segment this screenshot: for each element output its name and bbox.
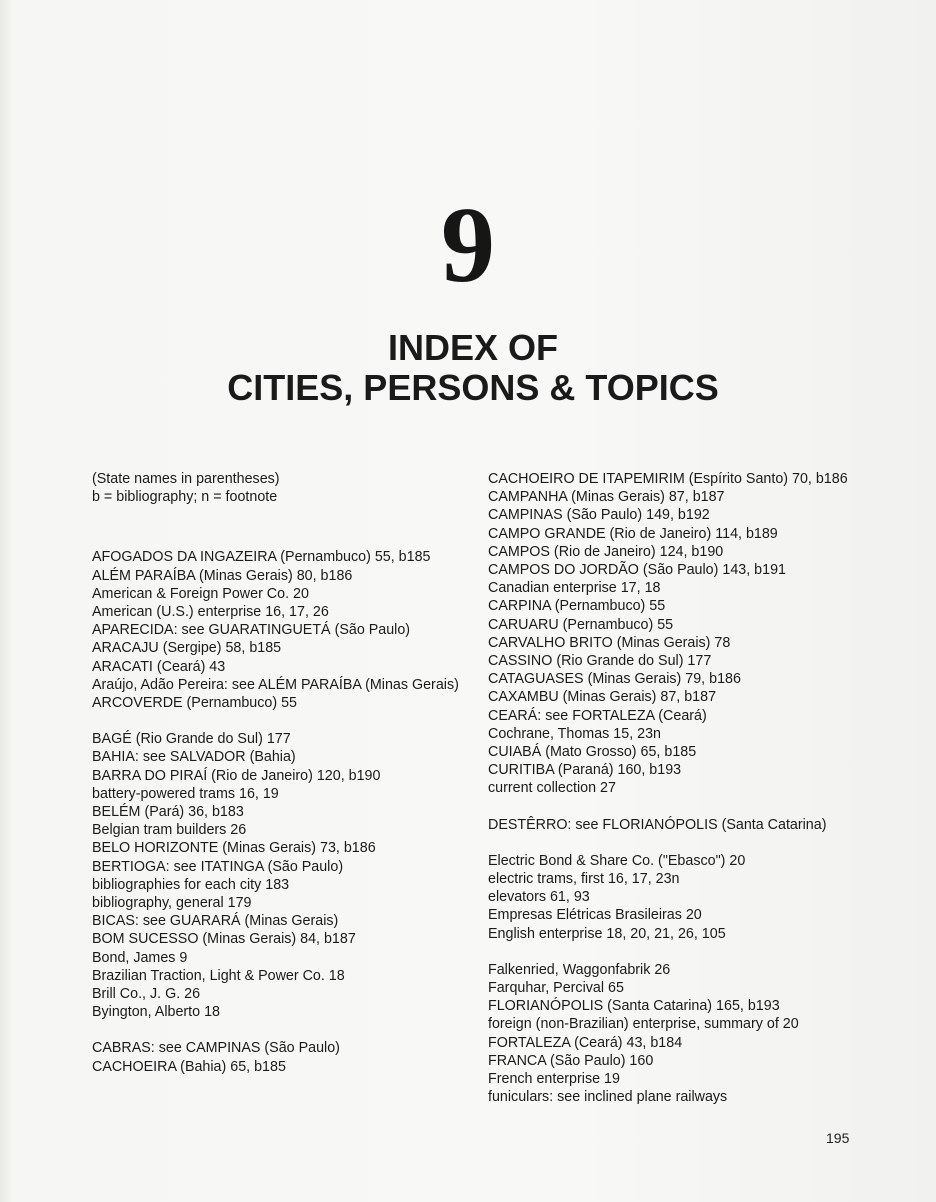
index-entry: funiculars: see inclined plane railways	[488, 1089, 728, 1106]
index-entry: BICAS: see GUARARÁ (Minas Gerais)	[92, 913, 339, 930]
group-separator	[488, 834, 908, 852]
page-title-line-1: INDEX OF	[387, 327, 558, 368]
index-entry: BERTIOGA: see ITATINGA (São Paulo)	[92, 858, 344, 875]
index-entry: Araújo, Adão Pereira: see ALÉM PARAÍBA (Minas Gerais)	[92, 676, 459, 693]
index-letter-group	[488, 852, 908, 943]
index-entry: Falkenried, Waggonfabrik 26	[488, 961, 671, 978]
index-entry: BARRA DO PIRAÍ (Rio de Janeiro) 120, b190	[92, 767, 381, 784]
group-separator	[488, 943, 908, 961]
index-entry: ARACATI (Ceará) 43	[92, 658, 226, 675]
index-entry: Byington, Alberto 18	[92, 1004, 220, 1021]
page-number: 195	[826, 1130, 850, 1146]
index-entry: elevators 61, 93	[488, 889, 590, 906]
index-groups-left	[92, 548, 462, 1075]
index-entry: BOM SUCESSO (Minas Gerais) 84, b187	[92, 931, 356, 948]
index-entry: CARVALHO BRITO (Minas Gerais) 78	[488, 634, 731, 651]
index-entry: CAMPOS (Rio de Janeiro) 124, b190	[488, 543, 724, 560]
index-entry: ARCOVERDE (Pernambuco) 55	[92, 695, 297, 712]
index-letter-group	[92, 548, 462, 712]
index-letter-group	[488, 961, 908, 1107]
index-entry: CABRAS: see CAMPINAS (São Paulo)	[92, 1040, 340, 1057]
index-entry: FRANCA (São Paulo) 160	[488, 1052, 654, 1069]
index-entry: Electric Bond & Share Co. ("Ebasco") 20	[488, 852, 746, 869]
index-entry: current collection 27	[488, 780, 616, 797]
index-entry: FLORIANÓPOLIS (Santa Catarina) 165, b193	[488, 998, 780, 1015]
index-entry: foreign (non-Brazilian) enterprise, summary of 20	[488, 1016, 799, 1033]
index-entry: CARUARU (Pernambuco) 55	[488, 616, 674, 633]
index-letter-group	[92, 730, 462, 1021]
index-entry: American (U.S.) enterprise 16, 17, 26	[92, 604, 329, 621]
index-entry: DESTÊRRO: see FLORIANÓPOLIS (Santa Catarina)	[488, 816, 827, 833]
index-entry: Belgian tram builders 26	[92, 822, 247, 839]
group-separator	[488, 798, 908, 816]
index-entry: CACHOEIRA (Bahia) 65, b185	[92, 1058, 286, 1075]
index-entry: CAMPANHA (Minas Gerais) 87, b187	[488, 489, 725, 506]
page-title-line-2: CITIES, PERSONS & TOPICS	[227, 367, 719, 408]
index-column-right	[488, 470, 908, 1107]
index-entry: CAXAMBU (Minas Gerais) 87, b187	[488, 689, 717, 706]
index-entry: Farquhar, Percival 65	[488, 980, 624, 997]
index-entry: BAHIA: see SALVADOR (Bahia)	[92, 749, 296, 766]
index-entry: bibliographies for each city 183	[92, 876, 290, 893]
index-entry: Brazilian Traction, Light & Power Co. 18	[92, 967, 345, 984]
index-entry: Empresas Elétricas Brasileiras 20	[488, 907, 702, 924]
index-entry: BAGÉ (Rio Grande do Sul) 177	[92, 731, 291, 748]
index-entry: AFOGADOS DA INGAZEIRA (Pernambuco) 55, b185	[92, 549, 431, 566]
index-entry: CURITIBA (Paraná) 160, b193	[488, 762, 682, 779]
index-entry: CAMPOS DO JORDÃO (São Paulo) 143, b191	[488, 562, 786, 579]
index-entry: BELÉM (Pará) 36, b183	[92, 804, 244, 821]
index-letter-group	[92, 1039, 462, 1075]
index-notes	[92, 470, 462, 506]
index-entry: CUIABÁ (Mato Grosso) 65, b185	[488, 744, 697, 761]
index-entry: CATAGUASES (Minas Gerais) 79, b186	[488, 671, 741, 688]
note-line: b = bibliography; n = footnote	[92, 489, 278, 506]
index-entry: Canadian enterprise 17, 18	[488, 580, 661, 597]
index-entry: Brill Co., J. G. 26	[92, 986, 201, 1003]
index-groups-right	[488, 470, 908, 1107]
index-letter-group	[488, 470, 908, 798]
index-entry: English enterprise 18, 20, 21, 26, 105	[488, 925, 726, 942]
group-separator	[92, 1021, 462, 1039]
index-entry: Cochrane, Thomas 15, 23n	[488, 725, 661, 742]
index-entry: FORTALEZA (Ceará) 43, b184	[488, 1034, 683, 1051]
index-letter-group	[488, 816, 908, 834]
index-entry: Bond, James 9	[92, 949, 188, 966]
chapter-number: 9	[441, 186, 495, 305]
index-entry: CEARÁ: see FORTALEZA (Ceará)	[488, 707, 707, 724]
index-entry: CACHOEIRO DE ITAPEMIRIM (Espírito Santo) 70, b186	[488, 471, 848, 487]
index-entry: ALÉM PARAÍBA (Minas Gerais) 80, b186	[92, 567, 353, 584]
index-entry: CAMPINAS (São Paulo) 149, b192	[488, 507, 710, 524]
note-line: (State names in parentheses)	[92, 471, 280, 487]
index-entry: BELO HORIZONTE (Minas Gerais) 73, b186	[92, 840, 376, 857]
index-entry: CARPINA (Pernambuco) 55	[488, 598, 666, 615]
index-entry: battery-powered trams 16, 19	[92, 785, 279, 802]
index-entry: CAMPO GRANDE (Rio de Janeiro) 114, b189	[488, 525, 778, 542]
group-separator	[92, 712, 462, 730]
index-entry: American & Foreign Power Co. 20	[92, 585, 309, 602]
index-entry: French enterprise 19	[488, 1071, 620, 1088]
index-entry: bibliography, general 179	[92, 895, 252, 912]
index-entry: CASSINO (Rio Grande do Sul) 177	[488, 653, 712, 670]
index-entry: APARECIDA: see GUARATINGUETÁ (São Paulo)	[92, 622, 411, 639]
index-entry: electric trams, first 16, 17, 23n	[488, 871, 680, 888]
index-entry: ARACAJU (Sergipe) 58, b185	[92, 640, 282, 657]
index-column-left	[92, 470, 462, 1076]
